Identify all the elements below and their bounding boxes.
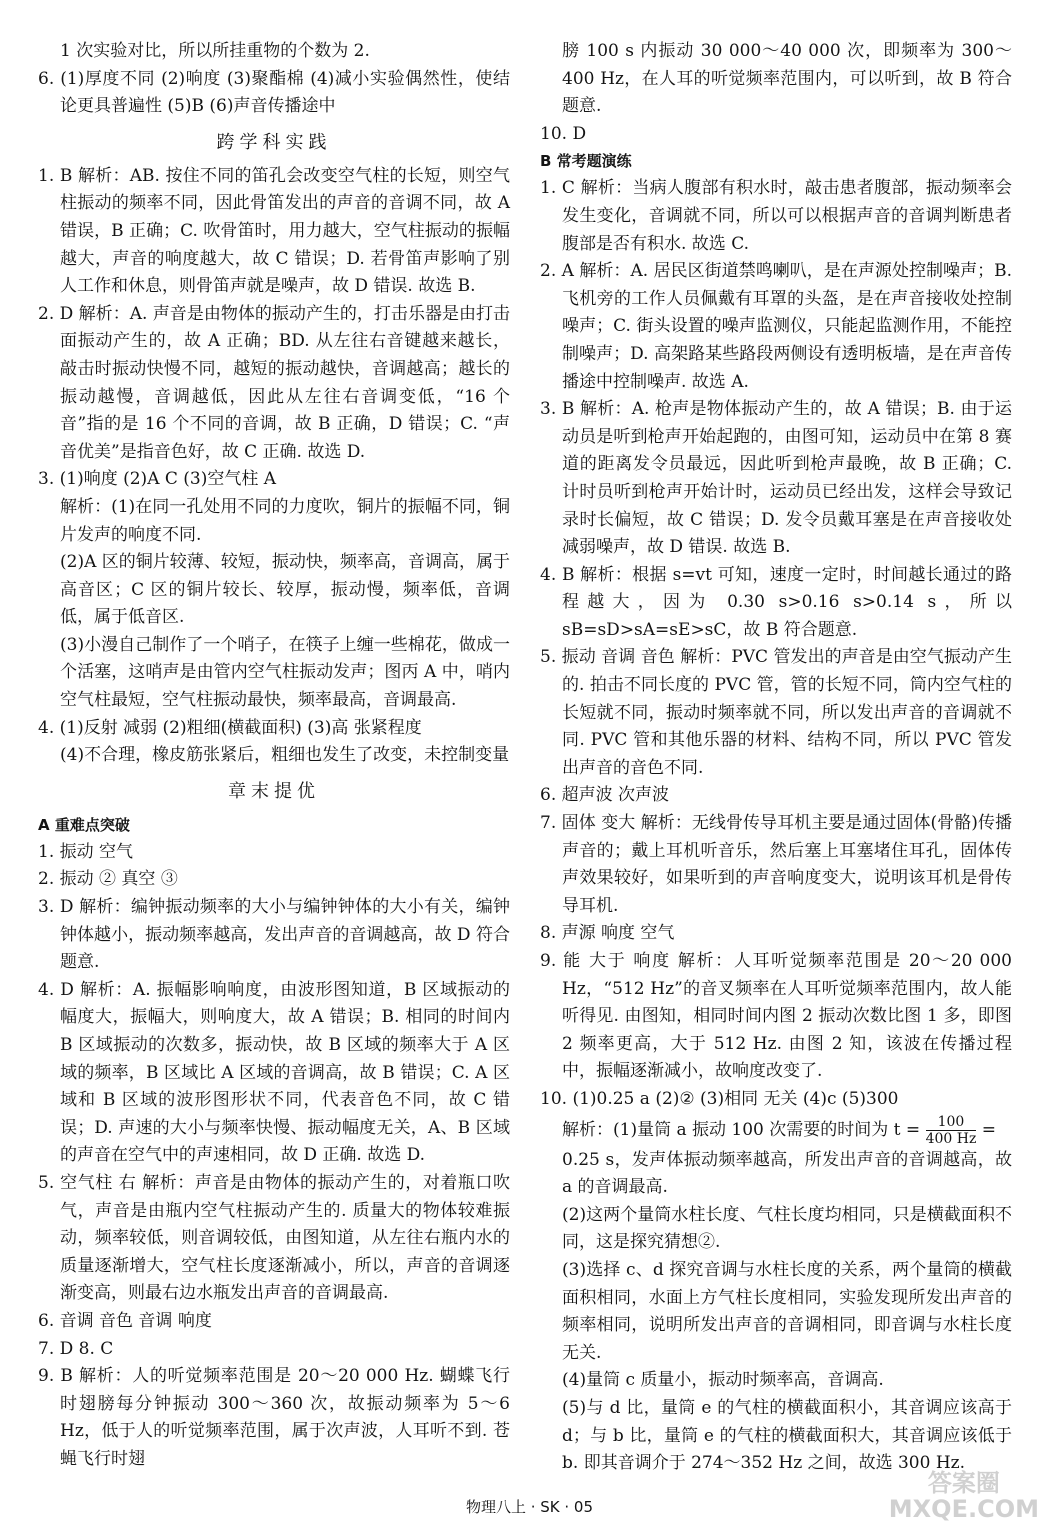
answer-b9: 9. 能 大于 响度 解析：人耳听觉频率范围是 20～20 000 Hz，“512 Hz”的音叉频率在人耳听觉频率范围内，故人能听得见. 由图知，相同时间内图 2 振动次数比图 1 多，即图 2 频率更高，大于 512 Hz. 由图 2 知，该波在传播过程中，振幅逐渐减小，故响度改变了.	[540, 951, 1012, 1082]
answer-b10-analysis-2: (2)这两个量筒水柱长度、气柱长度均相同，只是横截面积不同，这是探究猜想②.	[562, 1204, 1012, 1253]
answer-b6: 6. 超声波 次声波	[540, 785, 670, 806]
fraction-numerator: 100	[926, 1114, 977, 1131]
answer-b10-analysis-4: (4)量筒 c 质量小，振动时频率高，音调高.	[562, 1370, 884, 1391]
watermark-line-2: MXQE.COM	[888, 1495, 1039, 1523]
page-footer: 物理八上 · SK · 05	[465, 1498, 594, 1516]
answer-3-analysis-2: (2)A 区的铜片较薄、较短，振动快，频率高，音调高，属于高音区；C 区的铜片较长、较厚，振动慢，频率低，音调低，属于低音区.	[60, 552, 510, 628]
answer-3-analysis-3: (3)小漫自己制作了一个哨子，在筷子上缠一些棉花，做成一个活塞，这哨声是由管内空气柱振动发声；图丙 A 中，哨内空气柱最短，空气柱振动最快，频率最高，音调最高.	[60, 634, 510, 711]
left-column	[38, 38, 510, 1474]
right-column	[540, 38, 1012, 1478]
answer-a10: 10. D	[540, 123, 587, 144]
answer-line: 1 次实验对比，所以所挂重物的个数为 2.	[60, 41, 370, 61]
watermark-line-1: 答案圈	[927, 1469, 1000, 1497]
answer-a2: 2. 振动 ② 真空 ③	[38, 869, 178, 890]
answer-2: 2. D 解析：A. 声音是由物体的振动产生的，打击乐器是由打击面振动产生的，故 A 正确；BD. 从左往右音键越来越长，敲击时振动快慢不同，越短的振动越快，音调越高；越长的振动越慢，音调越低，因此从左往右音调变低，“16 个音”指的是 16 个不同的音调，故 B 正确，D 错误；C. “声音优美”是指音色好，故 C 正确. 故选 D.	[38, 303, 510, 462]
answer-4-part-4: (4)不合理，橡皮筋张紧后，粗细也发生了改变，未控制变量	[60, 745, 510, 766]
subsection-title-b: B 常考题演练	[540, 152, 632, 171]
subsection-title-a: A 重难点突破	[38, 815, 130, 834]
answer-b10: 10. (1)0.25 a (2)② (3)相同 无关 (4)c (5)300	[540, 1088, 899, 1109]
answer-a5: 5. 空气柱 右 解析：声音是由物体的振动产生的，对着瓶口吹气，声音是由瓶内空气柱振动产生的. 质量大的物体较难振动，频率较低，则音调较低，由图知道，从左往右瓶内水的质量逐渐增大，空气柱长度逐渐减小，所以，声音的音调逐渐变高，则最右边水瓶发出声音的音调最高.	[38, 1172, 510, 1304]
answer-b4: 4. B 解析：根据 s=vt 可知，速度一定时，时间越长通过的路程越大，因为 0.30 s>0.16 s>0.14 s，所以 sB=sD>sA=sE>sC，故 B 符合题意.	[540, 564, 1012, 640]
answer-b2: 2. A 解析：A. 居民区街道禁鸣喇叭，是在声源处控制噪声；B. 飞机旁的工作人员佩戴有耳罩的头盔，是在声音接收处控制噪声；C. 街头设置的噪声监测仪，只能起监测作用，不能控制噪声；D. 高架路某些路段两侧设有透明板墙，是在声音传播途中控制噪声. 故选 A.	[540, 261, 1012, 392]
answer-b5: 5. 振动 音调 音色 解析：PVC 管发出的声音是由空气振动产生的. 拍击不同长度的 PVC 管，管的长短不同，筒内空气柱的长短就不同，振动时频率就不同，所以发出声音的音调就不同. PVC 管和其他乐器的材料、结构不同，所以 PVC 管发出声音的音色不同.	[540, 647, 1012, 778]
answer-a7-a8: 7. D 8. C	[38, 1338, 114, 1359]
section-title-chapter-review: 章末提优	[228, 780, 320, 802]
answer-4: 4. (1)反射 减弱 (2)粗细(横截面积) (3)高 张紧程度	[38, 717, 422, 738]
answer-3: 3. (1)响度 (2)A C (3)空气柱 A	[38, 469, 277, 490]
answer-b10-analysis-1	[540, 1114, 1012, 1147]
watermark-logo	[889, 1470, 1039, 1522]
answer-b8: 8. 声源 响度 空气	[540, 923, 675, 944]
answer-a3: 3. D 解析：编钟振动频率的大小与编钟钟体的大小有关，编钟钟体越小，振动频率越高，发出声音的音调越高，故 D 符合题意.	[38, 897, 510, 973]
answer-1: 1. B 解析：AB. 按住不同的笛孔会改变空气柱的长短，则空气柱振动的频率不同，因此骨笛发出的声音的音调不同，故 A 错误，B 正确；C. 吹骨笛时，用力越大，空气柱振动的振幅越大，声音的响度越大，故 C 错误；D. 若骨笛声影响了别人工作和休息，则骨笛声就是噪声，故 D 错误. 故选 B.	[38, 165, 510, 297]
answer-b10-analysis-3: (3)选择 c、d 探究音调与水柱长度的关系，两个量筒的横截面积相同，水面上方气柱长度相同，实验发现所发出声音的频率相同，说明所发出声音的音调相同，即音调与水柱长度无关.	[562, 1259, 1012, 1363]
answer-a9: 9. B 解析：人的听觉频率范围是 20～20 000 Hz. 蝴蝶飞行时翅膀每分钟振动 300～360 次，故振动频率为 5～6 Hz，低于人的听觉频率范围，属于次声波，人耳听不到. 苍蝇飞行时翅	[38, 1366, 510, 1469]
answer-b7: 7. 固体 变大 解析：无线骨传导耳机主要是通过固体(骨骼)传播声音的；戴上耳机听音乐，然后塞上耳塞堵住耳孔，固体传声效果较好，如果听到的声音响度变大，说明该耳机是骨传导耳机.	[540, 813, 1012, 916]
answer-a4: 4. D 解析：A. 振幅影响响度，由波形图知道，B 区域振动的幅度大，振幅大，则响度大，故 A 错误；B. 相同的时间内 B 区域振动的次数多，振动快，故 B 区域的频率大于 A 区域的频率，B 区域比 A 区域的音调高，故 B 错误；C. A 区域和 B 区域的波形图形状不同，代表音色不同，故 C 错误；D. 声速的大小与频率快慢、振动幅度无关，A、B 区域的声音在空气中的声速相同，故 D 正确. 故选 D.	[38, 979, 510, 1166]
answer-a1: 1. 振动 空气	[38, 841, 134, 862]
formula-equals: =	[981, 1119, 996, 1140]
section-title-interdisciplinary: 跨学科实践	[216, 131, 332, 153]
fraction	[926, 1114, 977, 1147]
answer-b10-analysis-1-cont: 0.25 s，发声体振动频率越高，所发出声音的音调越高，故 a 的音调最高.	[562, 1149, 1012, 1198]
answer-b10-analysis-5: (5)与 d 比，量筒 e 的气柱的横截面积小，其音调应该高于 d；与 b 比，量筒 e 的气柱的横截面积大，其音调应该低于 b. 即其音调介于 274～352 Hz 之间，故选 300 Hz.	[562, 1397, 1012, 1474]
answer-a9-continued: 膀 100 s 内振动 30 000～40 000 次，即频率为 300～400 Hz，在人耳的听觉频率范围内，可以听到，故 B 符合题意.	[562, 41, 1012, 117]
formula-prefix: 解析：(1)量筒 a 振动 100 次需要的时间为 t =	[562, 1119, 921, 1140]
answer-b3: 3. B 解析：A. 枪声是物体振动产生的，故 A 错误；B. 由于运动员是听到枪声开始起跑的，由图可知，运动员中在第 8 赛道的距离发令员最远，因此听到枪声最晚，故 B 正确；C. 计时员听到枪声开始计时，运动员已经出发，这样会导致记录时长偏短，故 C 错误；D. 发令员戴耳塞是在声音接收处减弱噪声，故 D 错误. 故选 B.	[540, 399, 1012, 558]
answer-6: 6. (1)厚度不同 (2)响度 (3)聚酯棉 (4)减小实验偶然性，使结论更具普遍性 (5)B (6)声音传播途中	[38, 68, 510, 117]
answer-a6: 6. 音调 音色 音调 响度	[38, 1310, 212, 1331]
fraction-denominator: 400 Hz	[925, 1130, 977, 1147]
answer-b1: 1. C 解析：当病人腹部有积水时，敲击患者腹部，振动频率会发生变化，音调就不同，所以可以根据声音的音调判断患者腹部是否有积水. 故选 C.	[540, 178, 1012, 254]
answer-3-analysis-1: 解析：(1)在同一孔处用不同的力度吹，铜片的振幅不同，铜片发声的响度不同.	[60, 496, 510, 545]
